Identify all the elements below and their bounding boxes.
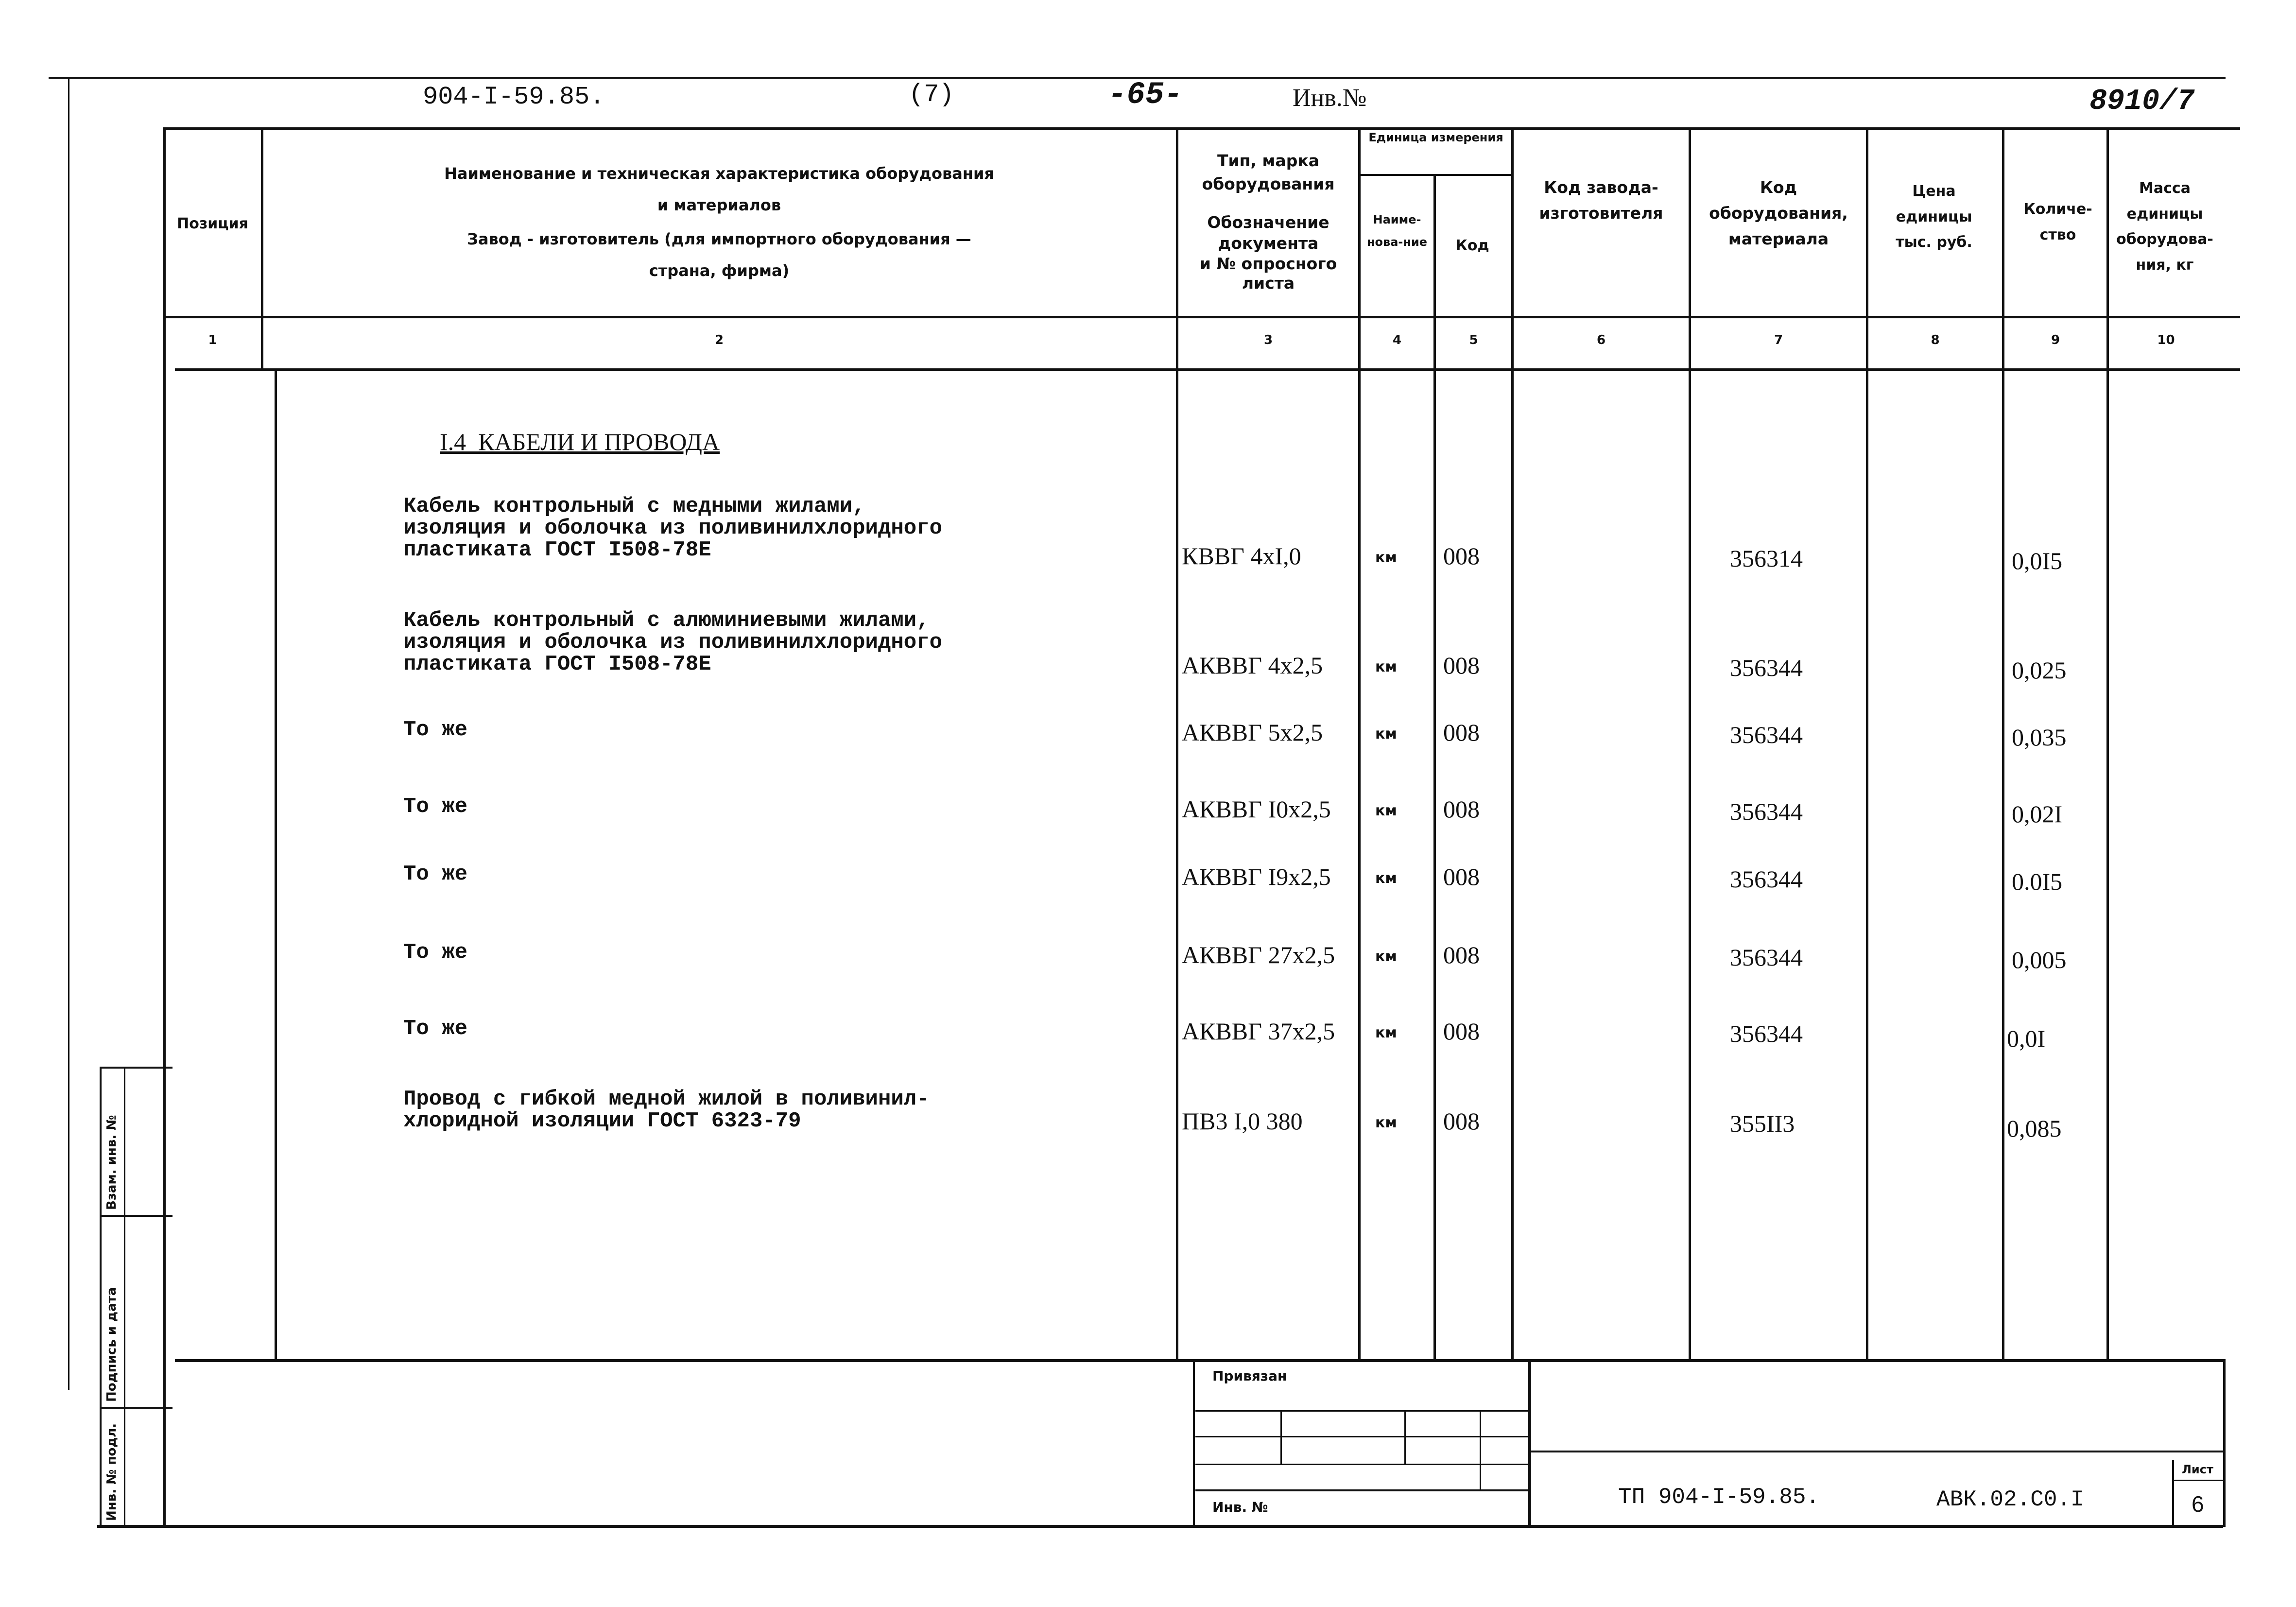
colnum-3: 3 bbox=[1263, 333, 1273, 347]
row-5-material: 356344 bbox=[1730, 865, 1803, 893]
row-6-code: 008 bbox=[1443, 941, 1480, 968]
col-line-6 bbox=[1689, 127, 1691, 1360]
header-unit-code: Код bbox=[1455, 237, 1489, 254]
row-6-qty: 0,005 bbox=[2012, 946, 2067, 973]
row-2-code: 008 bbox=[1443, 652, 1480, 679]
row-8-qty: 0,085 bbox=[2007, 1115, 2062, 1142]
col-line-7 bbox=[1866, 127, 1868, 1360]
side-vzam-label: Взам. инв. № bbox=[104, 1115, 119, 1210]
colnum-6: 6 bbox=[1596, 333, 1606, 347]
row-7-material: 356344 bbox=[1730, 1020, 1803, 1047]
stamp-privyazan: Привязан bbox=[1212, 1368, 1287, 1384]
stamp-grid-2 bbox=[1195, 1436, 1528, 1437]
stamp-doc-mark: АВК.02.С0.I bbox=[1936, 1487, 2084, 1512]
col-line-8 bbox=[2002, 127, 2004, 1360]
row-3-name: То же bbox=[403, 718, 468, 742]
doc-code: 904-I-59.85. bbox=[423, 83, 605, 111]
row-6-name: То же bbox=[403, 940, 468, 965]
colnum-9: 9 bbox=[2051, 333, 2060, 347]
left-margin-line bbox=[68, 78, 69, 1390]
row-4-qty: 0,02I bbox=[2012, 800, 2063, 828]
header-type-6: листа bbox=[1242, 274, 1295, 293]
row-1-unit: км bbox=[1375, 549, 1397, 566]
row-8-name: Провод с гибкой медной жилой в поливинил- хлоридной изоляции ГОСТ 6323-79 bbox=[403, 1087, 930, 1133]
row-7-code: 008 bbox=[1443, 1018, 1480, 1045]
row-3-unit: км bbox=[1375, 726, 1397, 743]
row-4-unit: км bbox=[1375, 802, 1397, 819]
colnum-7: 7 bbox=[1774, 333, 1783, 347]
row-4-material: 356344 bbox=[1730, 798, 1803, 825]
row-5-type: АКВВГ I9х2,5 bbox=[1182, 863, 1331, 890]
row-5-code: 008 bbox=[1443, 863, 1480, 890]
sheet-bottom-line bbox=[97, 1525, 2223, 1528]
side-podpis-label: Подпись и дата bbox=[104, 1287, 119, 1402]
inv-label: Инв.№ bbox=[1293, 84, 1367, 112]
page-mark: -65- bbox=[1108, 78, 1183, 113]
section-title: I.4 КАБЕЛИ И ПРОВОДА bbox=[440, 428, 720, 455]
side-stamp-sep2 bbox=[100, 1407, 173, 1409]
row-8-material: 355II3 bbox=[1730, 1110, 1795, 1137]
row-7-name: То же bbox=[403, 1017, 468, 1041]
col-line-4 bbox=[1433, 175, 1436, 1360]
row-7-type: АКВВГ 37х2,5 bbox=[1182, 1018, 1335, 1045]
row-4-type: АКВВГ I0х2,5 bbox=[1182, 795, 1331, 823]
stamp-sheet-no: 6 bbox=[2192, 1491, 2204, 1517]
header-name-4: страна, фирма) bbox=[649, 261, 790, 280]
row-2-unit: км bbox=[1375, 658, 1397, 675]
row-2-material: 356344 bbox=[1730, 654, 1803, 681]
table-top-line bbox=[163, 127, 2240, 130]
col-line-5 bbox=[1511, 127, 1514, 1360]
side-inv-podl-label: Инв. № подл. bbox=[104, 1423, 119, 1521]
stamp-grid-4 bbox=[1195, 1489, 1528, 1491]
col-line-9 bbox=[2106, 127, 2109, 1360]
row-5-unit: км bbox=[1375, 870, 1397, 887]
header-type-1: Тип, марка bbox=[1217, 151, 1319, 170]
row-2-name: Кабель контрольный с алюминиевыми жилами, изоляция и оболочка из поливинилхлоридного пластиката ГОСТ I508-78Е bbox=[403, 608, 942, 676]
stamp-left-line bbox=[1193, 1359, 1195, 1527]
row-6-type: АКВВГ 27х2,5 bbox=[1182, 941, 1335, 968]
colnum-4: 4 bbox=[1392, 333, 1402, 347]
row-1-qty: 0,0I5 bbox=[2012, 547, 2063, 574]
side-stamp-mid bbox=[124, 1067, 125, 1526]
stamp-mid-line bbox=[1528, 1359, 1531, 1527]
col-line-1b bbox=[275, 368, 277, 1360]
row-1-name: Кабель контрольный с медными жилами, изоляция и оболочка из поливинилхлоридного пластиката ГОСТ I508-78Е bbox=[403, 494, 942, 562]
header-type-3: Обозначение bbox=[1207, 213, 1329, 232]
stamp-grid-v2 bbox=[1404, 1410, 1406, 1465]
row-1-code: 008 bbox=[1443, 542, 1480, 570]
frame-right-line bbox=[2223, 1359, 2226, 1527]
inv-handwritten: 8910/7 bbox=[2089, 85, 2195, 118]
header-name-3: Завод - изготовитель (для импортного оборудования — bbox=[467, 230, 971, 248]
row-5-qty: 0.0I5 bbox=[2012, 868, 2063, 895]
col-line-3 bbox=[1358, 127, 1361, 1360]
stamp-title-line bbox=[1531, 1451, 2223, 1452]
header-quantity: Количе-ство bbox=[2023, 201, 2092, 243]
header-type-5: и № опросного bbox=[1199, 254, 1337, 273]
header-unit-group: Единица измерения bbox=[1368, 131, 1503, 144]
stamp-grid-3 bbox=[1195, 1464, 1528, 1465]
row-3-code: 008 bbox=[1443, 719, 1480, 746]
row-4-name: То же bbox=[403, 795, 468, 819]
sheet-paren: (7) bbox=[909, 80, 954, 109]
stamp-sheet-label: Лист bbox=[2182, 1463, 2213, 1476]
row-4-code: 008 bbox=[1443, 795, 1480, 823]
row-3-material: 356344 bbox=[1730, 721, 1803, 748]
colnum-10: 10 bbox=[2157, 333, 2175, 347]
header-price: Цена единицы тыс. руб. bbox=[1896, 183, 1972, 251]
colnum-bottom-line bbox=[175, 368, 2240, 371]
header-name-1: Наименование и техническая характеристика оборудования bbox=[444, 164, 994, 183]
row-7-qty: 0,0I bbox=[2007, 1025, 2046, 1052]
row-1-material: 356314 bbox=[1730, 545, 1803, 572]
side-stamp-top bbox=[100, 1067, 173, 1069]
stamp-grid-1 bbox=[1195, 1410, 1528, 1412]
colnum-5: 5 bbox=[1469, 333, 1478, 347]
row-2-type: АКВВГ 4х2,5 bbox=[1182, 652, 1323, 679]
row-3-qty: 0,035 bbox=[2012, 724, 2067, 751]
row-7-unit: км bbox=[1375, 1024, 1397, 1041]
row-3-type: АКВВГ 5х2,5 bbox=[1182, 719, 1323, 746]
colnum-2: 2 bbox=[714, 333, 724, 347]
header-name-2: и материалов bbox=[657, 196, 781, 214]
row-6-material: 356344 bbox=[1730, 944, 1803, 971]
header-material-code: Код оборудования, материала bbox=[1709, 178, 1848, 248]
side-stamp-left bbox=[100, 1067, 102, 1526]
unit-group-line bbox=[1358, 174, 1514, 176]
stamp-grid-v3 bbox=[1480, 1410, 1481, 1489]
header-unit-name: Наиме-нова-ние bbox=[1366, 213, 1428, 249]
row-6-unit: км bbox=[1375, 948, 1397, 965]
header-position: Позиция bbox=[177, 215, 248, 232]
stamp-sheet-hline bbox=[2172, 1480, 2223, 1481]
header-bottom-line bbox=[163, 316, 2240, 318]
header-type-4: документа bbox=[1218, 234, 1319, 253]
stamp-sheet-line bbox=[2172, 1460, 2174, 1526]
stamp-inv-no: Инв. № bbox=[1212, 1499, 1268, 1515]
row-1-type: КВВГ 4хI,0 bbox=[1182, 542, 1301, 570]
row-8-unit: км bbox=[1375, 1114, 1397, 1131]
side-stamp-sep1 bbox=[100, 1215, 173, 1217]
header-type-2: оборудования bbox=[1202, 174, 1335, 193]
stamp-title-code: ТП 904-I-59.85. bbox=[1618, 1485, 1820, 1510]
row-2-qty: 0,025 bbox=[2012, 657, 2067, 684]
row-5-name: То же bbox=[403, 862, 468, 886]
colnum-1: 1 bbox=[208, 333, 217, 347]
colnum-8: 8 bbox=[1931, 333, 1940, 347]
header-mass: Масса единицы оборудова-ния, кг bbox=[2116, 180, 2213, 274]
body-bottom-line bbox=[175, 1359, 2223, 1362]
header-factory-code: Код завода-изготовителя bbox=[1539, 178, 1663, 223]
row-8-type: ПВ3 I,0 380 bbox=[1182, 1107, 1303, 1135]
stamp-grid-v1 bbox=[1280, 1410, 1282, 1465]
col-line-2 bbox=[1176, 127, 1178, 1360]
row-8-code: 008 bbox=[1443, 1107, 1480, 1135]
